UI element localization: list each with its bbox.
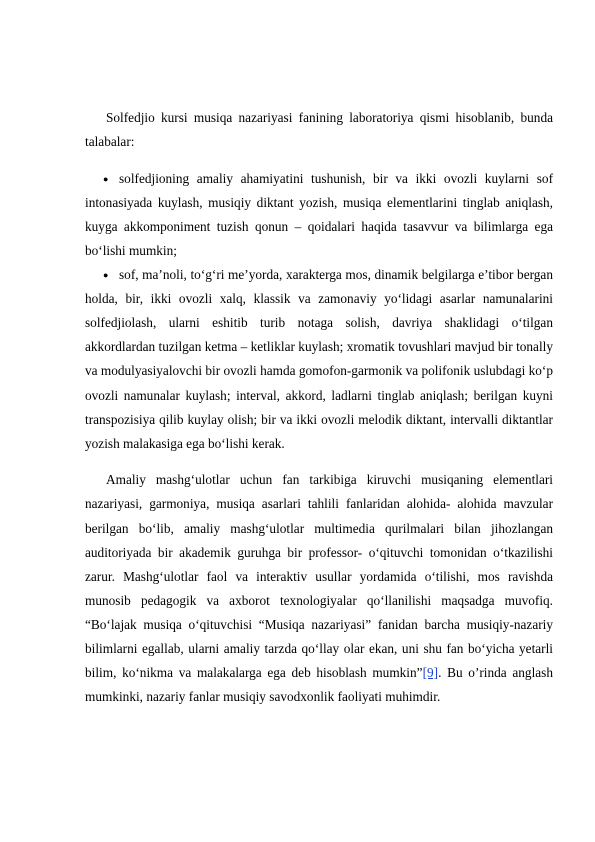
list-item: [85, 167, 553, 263]
bullet-icon: ●: [103, 270, 109, 281]
main-paragraph-text: Amaliy mashg‘ulotlar uchun fan tarkibiga kiruvchi musiqaning elementlari nazariyasi, garmoniya, musiqa asarlari tahlili fanlaridan alohida- alohida mavzular berilgan bo‘lib, amaliy mashg‘ulotlar multimedia qurilmalari bilan jihozlangan auditoriyada bir akademik guruhga bir professor- o‘qituvchi tomonidan o‘tkazilishi zarur. Mashg‘ulotlar faol va interaktiv usullar yordamida o‘tilishi, mos ravishda munosib pedagogik va axborot texnologiyalar qo‘llanilishi maqsadga muvofiq. “Bo‘lajak musiqa o‘qituvchisi “Musiqa nazariyasi” fanidan barcha musiqiy-nazariy bilimlarni egallab, ularni amaliy tarzda qo‘llay olar ekan, uni shu fan bo‘yicha yetarli bilim, ko‘nikma va malakalarga ega deb hisoblash mumkin”: [85, 472, 553, 681]
list-item: [85, 263, 553, 456]
main-paragraph: [85, 468, 553, 709]
document-page: [85, 106, 553, 709]
skills-list: [85, 167, 553, 456]
bullet-icon: ●: [103, 173, 109, 184]
list-item-text: solfedjioning amaliy ahamiyatini tushunish, bir va ikki ovozli kuylarni sof intonasiyada kuylash, musiqiy diktant yozish, musiqa elementlarini tinglab aniqlash, kuyga akkomponiment tuzish qonun – qoidalari haqida tasavvur va bilimlarga ega bo‘lishi mumkin;: [85, 170, 553, 258]
main-paragraph-tail: . Bu o’rinda anglash mumkinki, nazariy fanlar musiqiy savodxonlik faoliyati muhimdir.: [85, 665, 553, 705]
list-item-text: sof, ma’noli, to‘g‘ri me’yorda, xarakterga mos, dinamik belgilarga e’tibor bergan holda, bir, ikki ovozli xalq, klassik va zamonaviy yo‘lidagi asarlar namunalarini solfedjiolash, ularni eshitib turib notaga solish, davriya shaklidagi o‘tilgan akkordlardan tuzilgan ketma – ketliklar kuylash; xromatik tovushlari mavjud bir tonally va modulyasiyalovchi bir ovozli hamda gomofon-garmonik va polifonik uslubdagi ko‘p ovozli namunalar kuylash; interval, akkord, ladlarni tinglab aniqlash; berilgan kuyni transpozisiya qilib kuylay olish; bir va ikki ovozli melodik diktant, intervalli diktantlar yozish malakasiga ega bo‘lishi kerak.: [85, 267, 553, 451]
intro-paragraph: Solfedjio kursi musiqa nazariyasi fanining laboratoriya qismi hisoblanib, bunda talabalar:: [85, 110, 553, 150]
reference-link[interactable]: [9]: [422, 665, 439, 681]
